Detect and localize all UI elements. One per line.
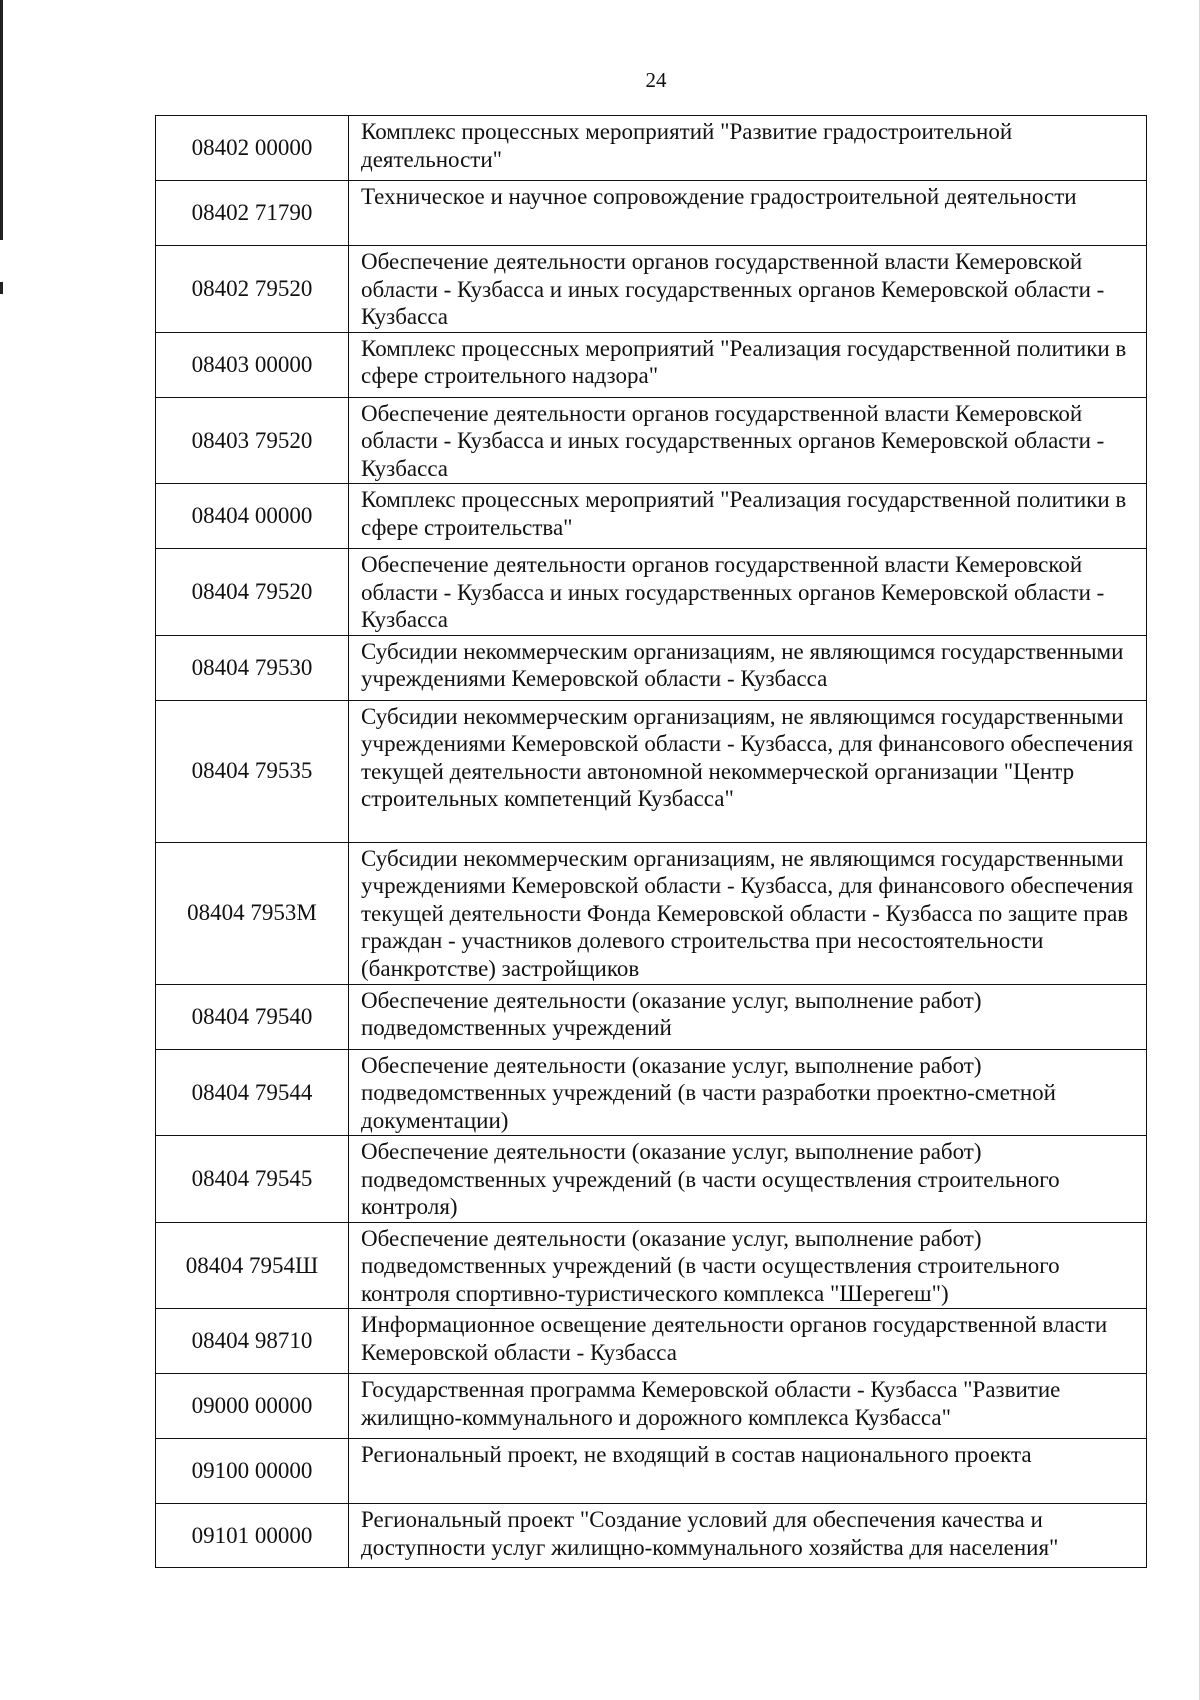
table-row bbox=[156, 549, 1147, 636]
description-cell: Обеспечение деятельности органов государственной власти Кемеровской области - Кузбасса и иных государственных органов Кемеровской области - Кузбасса bbox=[349, 246, 1147, 333]
description-cell: Обеспечение деятельности (оказание услуг, выполнение работ) подведомственных учреждений bbox=[349, 984, 1147, 1049]
table-row bbox=[156, 1374, 1147, 1439]
table-row bbox=[156, 1504, 1147, 1568]
table-row bbox=[156, 1049, 1147, 1136]
scan-edge-left bbox=[0, 0, 3, 240]
description-cell: Техническое и научное сопровождение градостроительной деятельности bbox=[349, 181, 1147, 246]
code-cell: 08402 00000 bbox=[156, 116, 349, 181]
code-cell: 08404 79530 bbox=[156, 635, 349, 700]
code-cell: 08404 98710 bbox=[156, 1309, 349, 1374]
description-cell: Комплекс процессных мероприятий "Развитие градостроительной деятельности" bbox=[349, 116, 1147, 181]
scan-mark bbox=[0, 282, 3, 294]
description-cell: Региональный проект "Создание условий для обеспечения качества и доступности услуг жилищно-коммунального хозяйства для населения" bbox=[349, 1504, 1147, 1568]
table-row bbox=[156, 1222, 1147, 1309]
code-cell: 09101 00000 bbox=[156, 1504, 349, 1568]
description-cell: Субсидии некоммерческим организациям, не являющимся государственными учреждениями Кемеровской области - Кузбасса, для финансового обеспечения текущей деятельности автономной некоммерческой организации "Центр строительных компетенций Кузбасса" bbox=[349, 700, 1147, 842]
description-cell: Обеспечение деятельности (оказание услуг, выполнение работ) подведомственных учреждений (в части разработки проектно-сметной документации) bbox=[349, 1049, 1147, 1136]
description-cell: Обеспечение деятельности органов государственной власти Кемеровской области - Кузбасса и иных государственных органов Кемеровской области - Кузбасса bbox=[349, 397, 1147, 484]
description-cell: Государственная программа Кемеровской области - Кузбасса "Развитие жилищно-коммунального и дорожного комплекса Кузбасса" bbox=[349, 1374, 1147, 1439]
table-row bbox=[156, 700, 1147, 842]
description-cell: Обеспечение деятельности органов государственной власти Кемеровской области - Кузбасса и иных государственных органов Кемеровской области - Кузбасса bbox=[349, 549, 1147, 636]
description-cell: Обеспечение деятельности (оказание услуг, выполнение работ) подведомственных учреждений (в части осуществления строительного контроля) bbox=[349, 1136, 1147, 1223]
description-cell: Комплекс процессных мероприятий "Реализация государственной политики в сфере строительного надзора" bbox=[349, 332, 1147, 397]
table-row bbox=[156, 1309, 1147, 1374]
table-row bbox=[156, 984, 1147, 1049]
code-cell: 08404 79540 bbox=[156, 984, 349, 1049]
code-cell: 08403 00000 bbox=[156, 332, 349, 397]
description-cell: Комплекс процессных мероприятий "Реализация государственной политики в сфере строительства" bbox=[349, 484, 1147, 549]
code-cell: 08404 79520 bbox=[156, 549, 349, 636]
table-row bbox=[156, 484, 1147, 549]
table-row bbox=[156, 1439, 1147, 1504]
code-cell: 08404 79545 bbox=[156, 1136, 349, 1223]
code-cell: 08402 79520 bbox=[156, 246, 349, 333]
table-row bbox=[156, 116, 1147, 181]
description-cell: Субсидии некоммерческим организациям, не являющимся государственными учреждениями Кемеровской области - Кузбасса bbox=[349, 635, 1147, 700]
code-cell: 09100 00000 bbox=[156, 1439, 349, 1504]
description-cell: Обеспечение деятельности (оказание услуг, выполнение работ) подведомственных учреждений (в части осуществления строительного контроля спортивно-туристического комплекса "Шерегеш") bbox=[349, 1222, 1147, 1309]
table-row bbox=[156, 842, 1147, 984]
description-cell: Субсидии некоммерческим организациям, не являющимся государственными учреждениями Кемеровской области - Кузбасса, для финансового обеспечения текущей деятельности Фонда Кемеровской области - Кузбасса по защите прав граждан - участников долевого строительства при несостоятельности (банкротстве) застройщиков bbox=[349, 842, 1147, 984]
table-row bbox=[156, 397, 1147, 484]
table-row bbox=[156, 246, 1147, 333]
code-cell: 08404 7954Ш bbox=[156, 1222, 349, 1309]
table-row bbox=[156, 332, 1147, 397]
table-row bbox=[156, 635, 1147, 700]
code-cell: 08402 71790 bbox=[156, 181, 349, 246]
code-cell: 08404 79535 bbox=[156, 700, 349, 842]
table-row bbox=[156, 181, 1147, 246]
code-cell: 08403 79520 bbox=[156, 397, 349, 484]
page-number: 24 bbox=[645, 68, 667, 92]
code-cell: 08404 79544 bbox=[156, 1049, 349, 1136]
code-cell: 09000 00000 bbox=[156, 1374, 349, 1439]
description-cell: Региональный проект, не входящий в состав национального проекта bbox=[349, 1439, 1147, 1504]
code-cell: 08404 00000 bbox=[156, 484, 349, 549]
description-cell: Информационное освещение деятельности органов государственной власти Кемеровской области - Кузбасса bbox=[349, 1309, 1147, 1374]
code-cell: 08404 7953М bbox=[156, 842, 349, 984]
table-row bbox=[156, 1136, 1147, 1223]
code-table bbox=[155, 115, 1147, 1568]
